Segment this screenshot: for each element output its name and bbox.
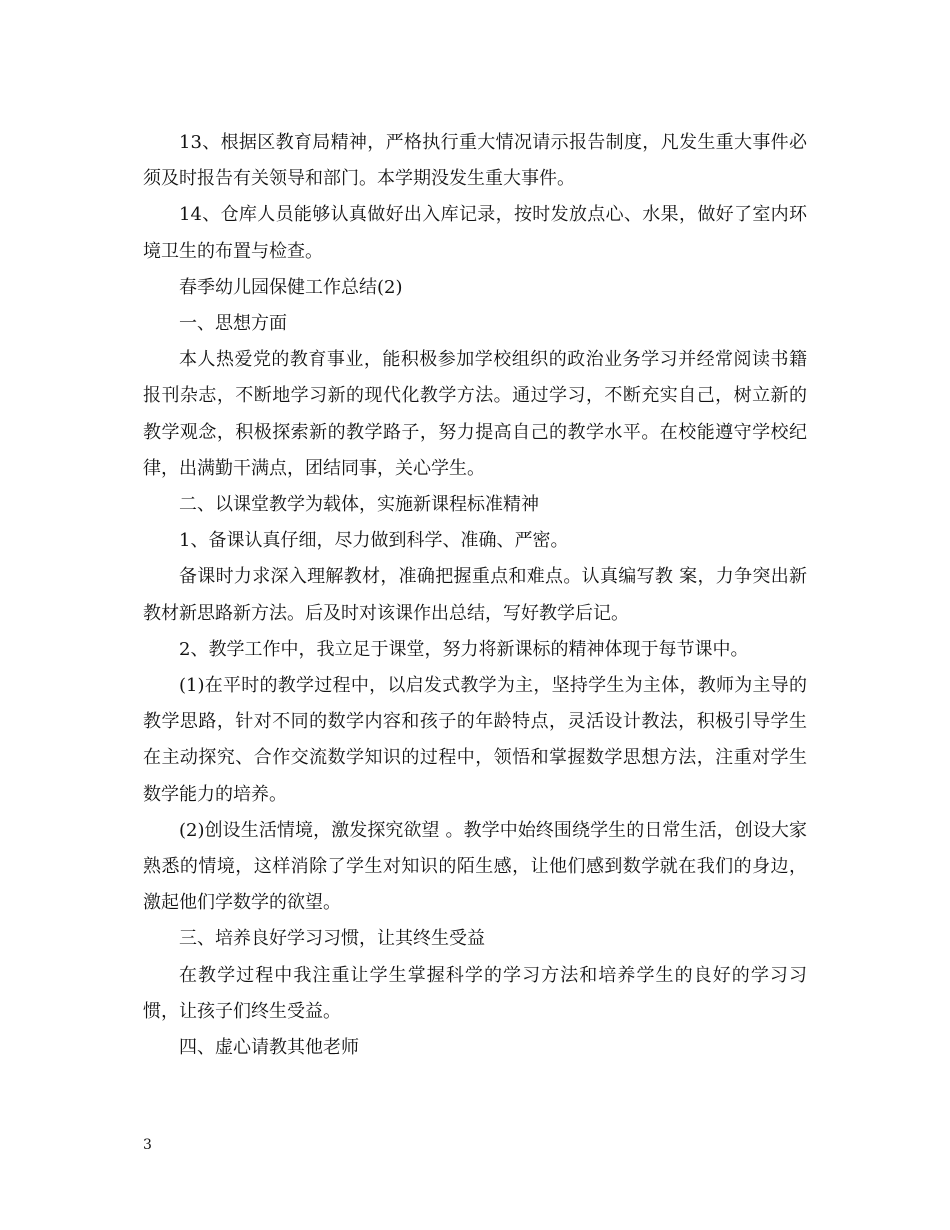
page-number: 3 — [143, 1137, 152, 1153]
paragraph-item-14: 14、仓库人员能够认真做好出入库记录，按时发放点心、水果，做好了室内环境卫生的布置与检查。 — [143, 204, 807, 262]
heading-classroom-teaching: 二、以课堂教学为载体，实施新课程标准精神 — [179, 494, 539, 516]
paragraph-teaching-work: 2、教学工作中，我立足于课堂，努力将新课标的精神体现于每节课中。 — [179, 638, 749, 660]
paragraph-life-situations: (2)创设生活情境，激发探究欲望 。教学中始终围绕学生的日常生活，创设大家熟悉的情境，这样消除了学生对知识的陌生感，让他们感到数学就在我们的身边，激起他们学数学的欲望。 — [143, 819, 807, 914]
paragraph-lesson-prep: 1、备课认真仔细，尽力做到科学、准确、严密。 — [179, 530, 569, 552]
paragraph-ideology: 本人热爱党的教育事业，能积极参加学校组织的政治业务学习并经常阅读书籍报刊杂志，不断地学习新的现代化教学方法。通过学习，不断充实自己，树立新的教学观念，积极探索新的教学路子，努力提高自己的教学水平。在校能遵守学校纪律，出满勤干满点，团结同事，关心学生。 — [143, 349, 807, 479]
section-title: 春季幼儿园保健工作总结(2) — [179, 276, 403, 298]
heading-ideology: 一、思想方面 — [179, 313, 287, 335]
document-body — [143, 125, 807, 1066]
heading-consult-teachers: 四、虚心请教其他老师 — [179, 1037, 359, 1059]
paragraph-study-habits: 在教学过程中我注重让学生掌握科学的学习方法和培养学生的良好的学习习惯，让孩子们终生受益。 — [143, 964, 807, 1022]
paragraph-heuristic-teaching: (1)在平时的教学过程中，以启发式教学为主，坚持学生为主体，教师为主导的教学思路，针对不同的数学内容和孩子的年龄特点，灵活设计教法，积极引导学生在主动探究、合作交流数学知识的过程中，领悟和掌握数学思想方法，注重对学生数学能力的培养。 — [143, 675, 807, 805]
paragraph-lesson-prep-detail: 备课时力求深入理解教材，准确把握重点和难点。认真编写教 案，力争突出新教材新思路新方法。后及时对该课作出总结，写好教学后记。 — [143, 566, 807, 624]
heading-study-habits: 三、培养良好学习习惯，让其终生受益 — [179, 928, 485, 950]
paragraph-item-13: 13、根据区教育局精神，严格执行重大情况请示报告制度，凡发生重大事件必须及时报告有关领导和部门。本学期没发生重大事件。 — [143, 132, 807, 190]
